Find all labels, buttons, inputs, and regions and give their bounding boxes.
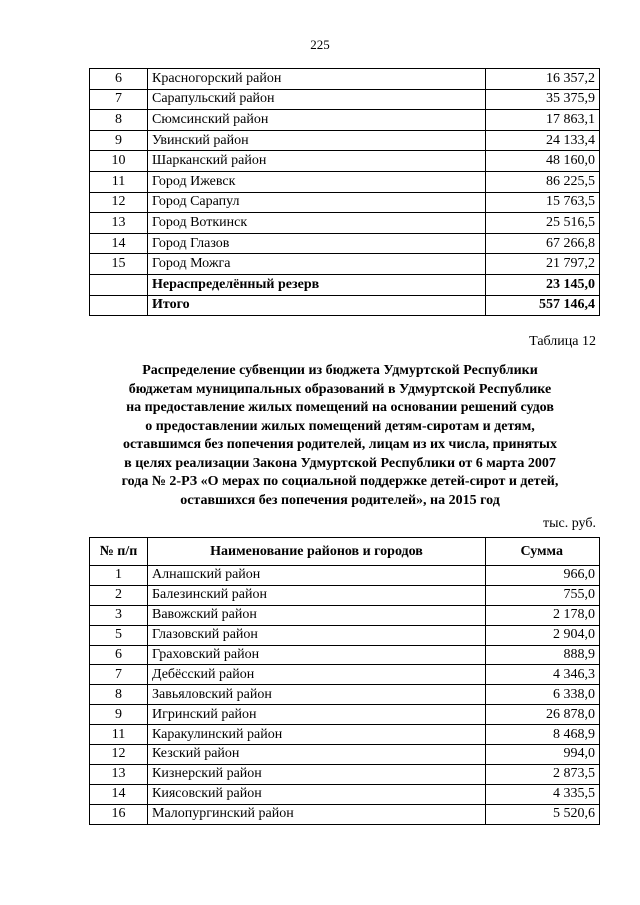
total-row [90, 295, 600, 316]
row-sum: 21 797,2 [486, 254, 600, 275]
row-number: 6 [90, 69, 148, 90]
row-name: Игринский район [148, 705, 486, 725]
table-row [90, 645, 600, 665]
row-name: Увинский район [148, 130, 486, 151]
table-row [90, 130, 600, 151]
row-name: Шарканский район [148, 151, 486, 172]
row-number: 9 [90, 705, 148, 725]
row-name: Город Можга [148, 254, 486, 275]
row-number: 8 [90, 110, 148, 131]
row-number: 6 [90, 645, 148, 665]
row-name: Вавожский район [148, 605, 486, 625]
row-number: 5 [90, 625, 148, 645]
row-sum: 86 225,5 [486, 171, 600, 192]
heading-line: на предоставление жилых помещений на основании решений судов [126, 400, 554, 415]
total-label: Итого [148, 295, 486, 316]
allocation-table-continued [89, 68, 600, 316]
row-name: Сюмсинский район [148, 110, 486, 131]
table-row [90, 625, 600, 645]
table-row [90, 685, 600, 705]
row-sum: 48 160,0 [486, 151, 600, 172]
row-name: Красногорский район [148, 69, 486, 90]
header-name: Наименование районов и городов [148, 538, 486, 566]
table-row [90, 171, 600, 192]
row-name: Город Воткинск [148, 213, 486, 234]
row-number: 1 [90, 566, 148, 586]
table-row [90, 566, 600, 586]
table-row [90, 784, 600, 804]
heading-line: в целях реализации Закона Удмуртской Республики от 6 марта 2007 [124, 455, 556, 471]
row-number: 9 [90, 130, 148, 151]
row-name: Малопургинский район [148, 804, 486, 824]
reserve-label: Нераспределённый резерв [148, 274, 486, 295]
row-name: Город Сарапул [148, 192, 486, 213]
row-number: 13 [90, 764, 148, 784]
total-num-cell [90, 295, 148, 316]
table-row [90, 764, 600, 784]
table-row [90, 69, 600, 90]
row-sum: 15 763,5 [486, 192, 600, 213]
table-row [90, 804, 600, 824]
row-name: Алнашский район [148, 566, 486, 586]
page-number: 225 [310, 37, 330, 52]
row-sum: 2 873,5 [486, 764, 600, 784]
table-row [90, 605, 600, 625]
row-number: 12 [90, 745, 148, 765]
reserve-sum: 23 145,0 [486, 274, 600, 295]
row-name: Кизнерский район [148, 764, 486, 784]
row-sum: 6 338,0 [486, 685, 600, 705]
heading-line: оставшихся без попечения родителей», на 2015 год [180, 492, 500, 508]
row-number: 12 [90, 192, 148, 213]
table-row [90, 585, 600, 605]
table-row [90, 665, 600, 685]
row-sum: 8 468,9 [486, 725, 600, 745]
table-row [90, 89, 600, 110]
row-name: Завьяловский район [148, 685, 486, 705]
row-name: Сарапульский район [148, 89, 486, 110]
subvention-table-body [90, 566, 600, 825]
row-sum: 994,0 [486, 745, 600, 765]
row-number: 15 [90, 254, 148, 275]
row-name: Киясовский район [148, 784, 486, 804]
row-sum: 16 357,2 [486, 69, 600, 90]
table-row [90, 254, 600, 275]
row-number: 11 [90, 725, 148, 745]
reserve-row [90, 274, 600, 295]
heading-line: Распределение субвенции из бюджета Удмуртской Республики [142, 363, 538, 378]
row-name: Каракулинский район [148, 725, 486, 745]
table-row [90, 151, 600, 172]
header-sum: Сумма [486, 538, 600, 566]
row-sum: 17 863,1 [486, 110, 600, 131]
heading-line: оставшимся без попечения родителей, лицам из их числа, принятых [123, 437, 557, 452]
row-sum: 2 178,0 [486, 605, 600, 625]
row-number: 7 [90, 665, 148, 685]
row-sum: 25 516,5 [486, 213, 600, 234]
row-sum: 35 375,9 [486, 89, 600, 110]
row-name: Глазовский район [148, 625, 486, 645]
row-name: Кезский район [148, 745, 486, 765]
reserve-num-cell [90, 274, 148, 295]
row-name: Дебёсский район [148, 665, 486, 685]
row-sum: 4 335,5 [486, 784, 600, 804]
heading-line: года № 2-РЗ «О мерах по социальной поддержке детей-сирот и детей, [121, 474, 559, 489]
row-sum: 755,0 [486, 585, 600, 605]
row-number: 3 [90, 605, 148, 625]
header-num: № п/п [90, 538, 148, 566]
table-row [90, 705, 600, 725]
table-row [90, 745, 600, 765]
row-sum: 888,9 [486, 645, 600, 665]
row-sum: 5 520,6 [486, 804, 600, 824]
row-sum: 2 904,0 [486, 625, 600, 645]
subvention-table [89, 537, 600, 825]
row-name: Город Глазов [148, 233, 486, 254]
row-sum: 24 133,4 [486, 130, 600, 151]
table-row [90, 213, 600, 234]
row-name: Граховский район [148, 645, 486, 665]
row-sum: 26 878,0 [486, 705, 600, 725]
row-number: 13 [90, 213, 148, 234]
row-name: Балезинский район [148, 585, 486, 605]
table-row [90, 110, 600, 131]
row-name: Город Ижевск [148, 171, 486, 192]
row-number: 16 [90, 804, 148, 824]
row-number: 14 [90, 784, 148, 804]
table-label: Таблица 12 [529, 334, 596, 349]
row-number: 8 [90, 685, 148, 705]
heading-line: о предоставлении жилых помещений детям-сиротам и детям, [145, 418, 535, 434]
row-sum: 4 346,3 [486, 665, 600, 685]
row-sum: 966,0 [486, 566, 600, 586]
row-number: 14 [90, 233, 148, 254]
table-heading [60, 362, 620, 510]
table-row [90, 192, 600, 213]
header-row [90, 538, 600, 566]
row-number: 2 [90, 585, 148, 605]
table-row [90, 233, 600, 254]
row-number: 11 [90, 171, 148, 192]
heading-line: бюджетам муниципальных образований в Удмуртской Республике [128, 381, 552, 397]
row-number: 7 [90, 89, 148, 110]
row-number: 10 [90, 151, 148, 172]
row-sum: 67 266,8 [486, 233, 600, 254]
allocation-table-body [90, 69, 600, 316]
units-label: тыс. руб. [543, 516, 596, 531]
table-row [90, 725, 600, 745]
total-sum: 557 146,4 [486, 295, 600, 316]
